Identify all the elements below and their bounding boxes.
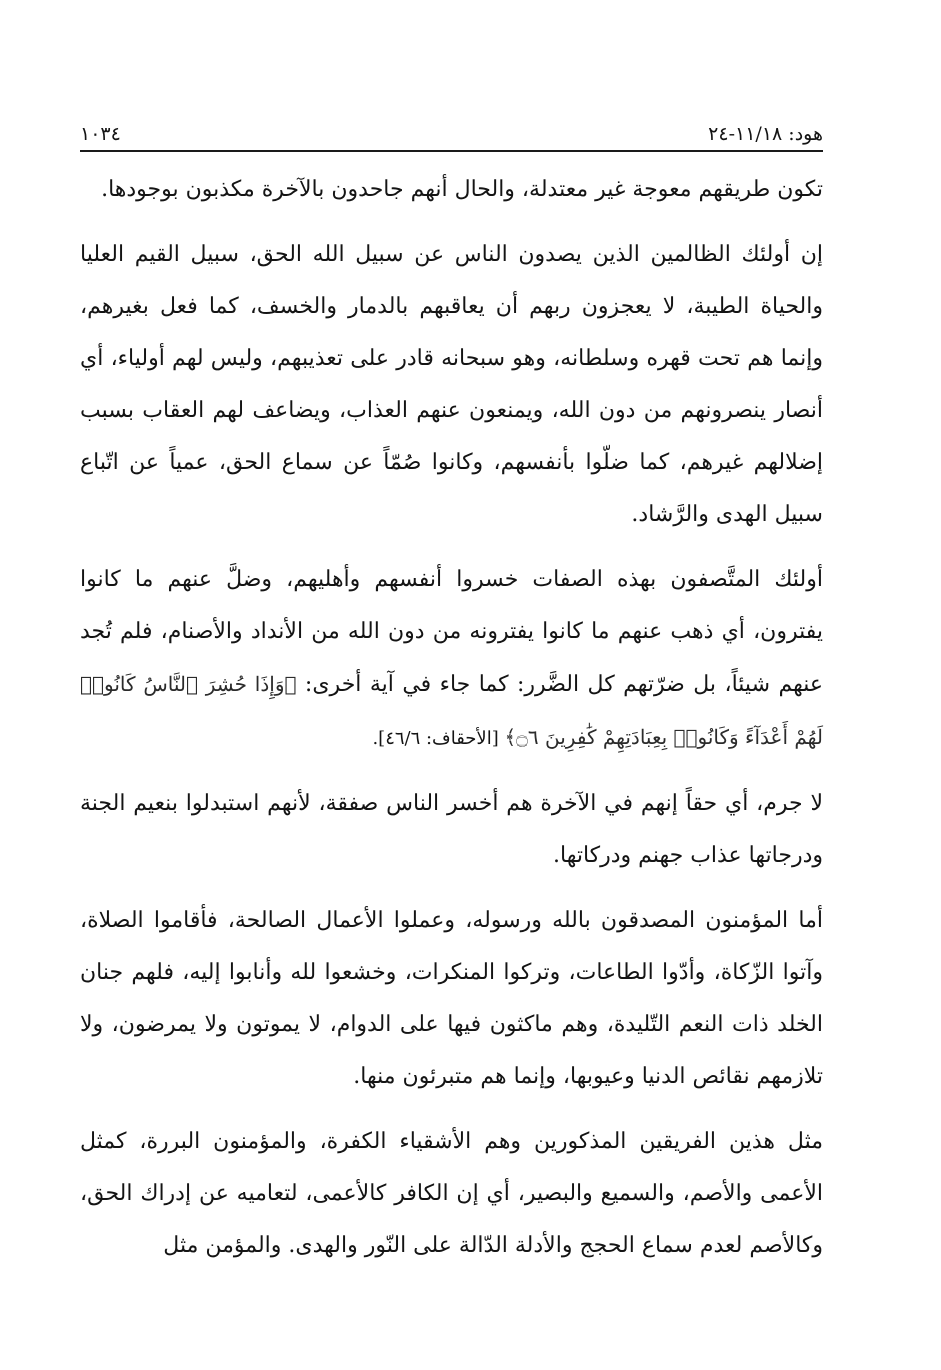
page-body [80, 164, 823, 1285]
book-page [80, 0, 823, 1370]
paragraph-3 [80, 554, 823, 765]
running-title: هود: ١١/١٨-٢٤ [708, 123, 823, 146]
paragraph-2: إن أولئك الظالمين الذين يصدون الناس عن سبيل الله الحق، سبيل القيم العليا والحياة الطيبة، لا يعجزون ربهم أن يعاقبهم بالدمار والخسف، كما فعل بغيرهم، وإنما هم تحت قهره وسلطانه، وهو سبحانه قادر على تعذيبهم، وليس لهم أولياء، أي أنصار ينصرونهم من دون الله، ويمنعون عنهم العذاب، ويضاعف لهم العقاب بسبب إضلالهم غيرهم، كما ضلّوا بأنفسهم، وكانوا صُمّاً عن سماع الحق، عمياً عن اتّباع سبيل الهدى والرَّشاد. [80, 242, 823, 527]
verse-reference: [الأحقاف: ٤٦/٦]. [372, 728, 505, 749]
page-header [80, 112, 823, 146]
paragraph-6: مثل هذين الفريقين المذكورين وهم الأشقياء الكفرة، والمؤمنون البررة، كمثل الأعمى والأصم، والسميع والبصير، أي إن الكافر كالأعمى، لتعاميه عن إدراك الحق، وكالأصم لعدم سماع الحجج والأدلة الدّالة على النّور والهدى. والمؤمن مثل [80, 1129, 823, 1258]
page-number: ١٠٣٤ [80, 123, 121, 146]
paragraph-5: أما المؤمنون المصدقون بالله ورسوله، وعملوا الأعمال الصالحة، فأقاموا الصلاة، وآتوا الزّكاة، وأدّوا الطاعات، وتركوا المنكرات، وخشعوا لله وأنابوا إليه، فلهم جنان الخلد ذات النعم التّليدة، وهم ماكثون فيها على الدوام، لا يموتون ولا يمرضون، ولا تلازمهم نقائص الدنيا وعيوبها، وإنما هم متبرئون منها. [80, 908, 823, 1089]
quran-verse: ﴿وَإِذَا حُشِرَ ٱلنَّاسُ كَانُوا۟ لَهُمْ أَعْدَآءً وَكَانُوا۟ بِعِبَادَتِهِمْ كَٰفِرِينَ ۝٦﴾ [80, 672, 823, 749]
paragraph-3-text: أولئك المتَّصفون بهذه الصفات خسروا أنفسهم وأهليهم، وضلَّ عنهم ما كانوا يفترون، أي ذهب عنهم ما كانوا يفترونه من دون الله من الأنداد والأصنام، فلم تُجد عنهم شيئاً، بل ضرّتهم كل الضَّرر: كما جاء في آية أخرى: [80, 567, 823, 697]
header-rule [80, 150, 823, 152]
paragraph-4: لا جرم، أي حقاً إنهم في الآخرة هم أخسر الناس صفقة، لأنهم استبدلوا بنعيم الجنة ودرجاتها عذاب جهنم ودركاتها. [80, 791, 823, 868]
paragraph-1: تكون طريقهم معوجة غير معتدلة، والحال أنهم جاحدون بالآخرة مكذبون بوجودها. [101, 177, 823, 202]
